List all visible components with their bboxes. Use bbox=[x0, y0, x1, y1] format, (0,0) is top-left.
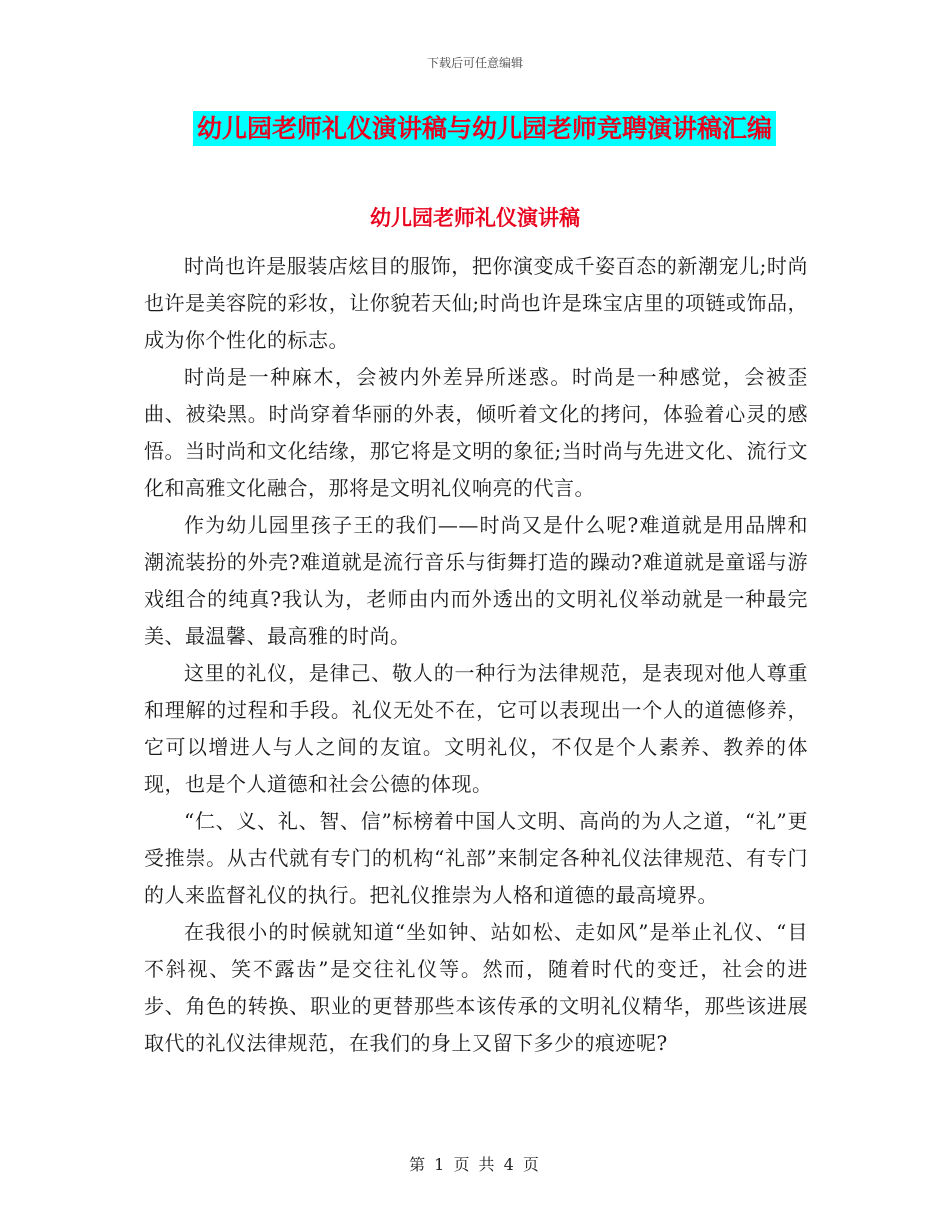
page-header-note: 下载后可任意编辑 bbox=[426, 56, 523, 70]
paragraph-3: 作为幼儿园里孩子王的我们——时尚又是什么呢?难道就是用品牌和潮流装扮的外壳?难道就是流行音乐与街舞打造的躁动?难道就是童谣与游戏组合的纯真?我认为，老师由内而外透出的文明礼仪举动就是一种最完美、最温馨、最高雅的时尚。 bbox=[144, 513, 808, 648]
document-body bbox=[144, 248, 808, 1062]
paragraph-6: 在我很小的时候就知道“坐如钟、站如松、走如风”是举止礼仪、“目不斜视、笑不露齿”是交往礼仪等。然而，随着时代的变迁，社会的进步、角色的转换、职业的更替那些本该传承的文明礼仪精华，那些该进展取代的礼仪法律规范，在我们的身上又留下多少的痕迹呢? bbox=[144, 920, 808, 1055]
paragraph-4: 这里的礼仪，是律己、敬人的一种行为法律规范，是表现对他人尊重和理解的过程和手段。礼仪无处不在，它可以表现出一个人的道德修养，它可以增进人与人之间的友谊。文明礼仪，不仅是个人素养、教养的体现，也是个人道德和社会公德的体现。 bbox=[144, 661, 808, 796]
paragraph-5: “仁、义、礼、智、信”标榜着中国人文明、高尚的为人之道，“礼”更受推崇。从古代就有专门的机构“礼部”来制定各种礼仪法律规范、有专门的人来监督礼仪的执行。把礼仪推崇为人格和道德的最高境界。 bbox=[144, 809, 808, 907]
paragraph-2: 时尚是一种麻木，会被内外差异所迷惑。时尚是一种感觉，会被歪曲、被染黑。时尚穿着华丽的外表，倾听着文化的拷问，体验着心灵的感悟。当时尚和文化结缘，那它将是文明的象征;当时尚与先进文化、流行文化和高雅文化融合，那将是文明礼仪响亮的代言。 bbox=[144, 365, 808, 500]
page-number-footer: 第 1 页 共 4 页 bbox=[409, 1155, 541, 1174]
document-title: 幼儿园老师礼仪演讲稿与幼儿园老师竞聘演讲稿汇编 bbox=[193, 111, 776, 146]
paragraph-1: 时尚也许是服装店炫目的服饰，把你演变成千姿百态的新潮宠儿;时尚也许是美容院的彩妆，让你貌若天仙;时尚也许是珠宝店里的项链或饰品，成为你个性化的标志。 bbox=[144, 254, 808, 352]
section-title: 幼儿园老师礼仪演讲稿 bbox=[370, 206, 580, 230]
